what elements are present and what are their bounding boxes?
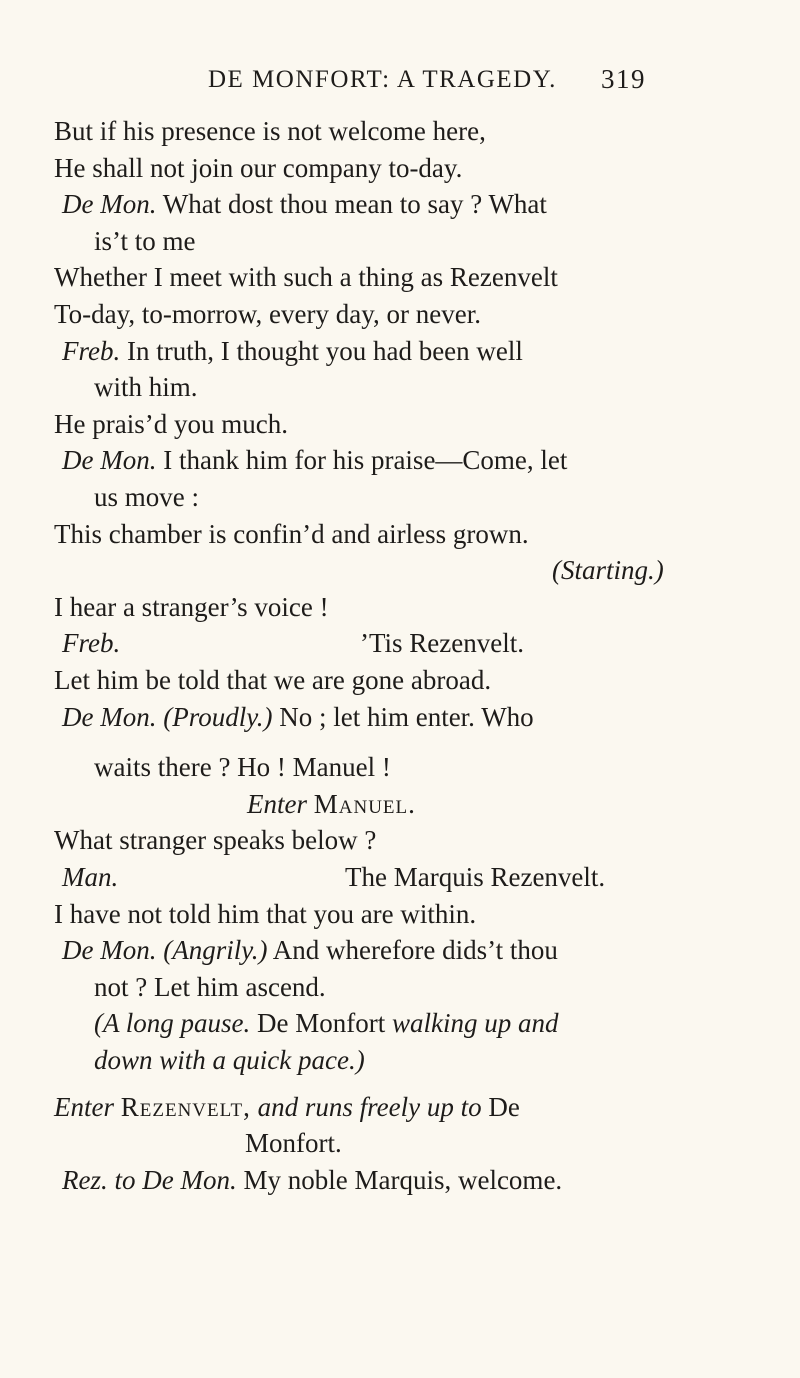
text-line: Whether I meet with such a thing as Rezenvelt bbox=[54, 262, 558, 293]
text-fragment: and runs freely up to bbox=[257, 1091, 482, 1122]
text-line: He shall not join our company to-day. bbox=[54, 152, 463, 183]
speaker-name: Rez. bbox=[62, 1164, 108, 1195]
text-line: I have not told him that you are within. bbox=[54, 898, 477, 929]
speaker-name: Freb. bbox=[62, 628, 121, 659]
running-title: DE MONFORT: A TRAGEDY. bbox=[208, 66, 557, 93]
speaker-name: Freb. bbox=[62, 335, 121, 366]
stage-direction: (Proudly.) bbox=[163, 701, 273, 732]
text-fragment: De bbox=[488, 1091, 520, 1122]
text-line: not ? Let him ascend. bbox=[94, 971, 326, 1002]
entrance-direction: Enter Manuel. bbox=[247, 788, 416, 819]
text-line: us move : bbox=[94, 482, 199, 512]
entrance-direction bbox=[54, 1091, 520, 1122]
speech-line bbox=[62, 630, 120, 657]
speech-text: ’Tis Rezenvelt. bbox=[360, 628, 524, 659]
speaker-name: De Mon. bbox=[62, 935, 157, 966]
text-line: This chamber is confin’d and airless grown. bbox=[54, 518, 529, 549]
text-line: What stranger speaks below ? bbox=[54, 825, 377, 856]
text-fragment: My noble Marquis, welcome. bbox=[243, 1164, 563, 1195]
stage-direction: (A long pause. De Monfort walking up and bbox=[94, 1008, 559, 1039]
text-line: But if his presence is not welcome here, bbox=[54, 116, 486, 146]
stage-direction: (Starting.) bbox=[552, 555, 664, 586]
speech-line bbox=[62, 864, 118, 891]
page-header bbox=[0, 62, 800, 102]
speaker-name: De Mon. bbox=[62, 189, 157, 220]
text-line: He prais’d you much. bbox=[54, 408, 288, 439]
speaker-name: De Mon. bbox=[62, 701, 157, 732]
speech-text: The Marquis Rezenvelt. bbox=[345, 862, 606, 892]
text-fragment: Monfort. bbox=[245, 1128, 342, 1159]
text-line: is’t to me bbox=[94, 225, 196, 256]
text-line: with him. bbox=[94, 372, 198, 403]
text-fragment: De Mon. bbox=[142, 1164, 237, 1195]
entrance-marker: Enter bbox=[54, 1091, 114, 1122]
text-line: waits there ? Ho ! Manuel ! bbox=[94, 752, 391, 783]
speech-line: Freb. In truth, I thought you had been well bbox=[62, 335, 523, 366]
speech-line: De Mon. (Proudly.) No ; let him enter. Who bbox=[62, 701, 534, 732]
stage-direction: down with a quick pace.) bbox=[94, 1045, 365, 1075]
text-line: I hear a stranger’s voice ! bbox=[54, 591, 329, 622]
speech-line: De Mon. I thank him for his praise—Come, let bbox=[62, 445, 568, 476]
character-name: Manuel. bbox=[313, 788, 416, 819]
stage-direction: (Angrily.) bbox=[163, 935, 268, 966]
entrance-direction bbox=[245, 1130, 342, 1157]
text-line: To-day, to-morrow, every day, or never. bbox=[54, 299, 481, 329]
text-line: Let him be told that we are gone abroad. bbox=[54, 665, 492, 695]
page-number: 319 bbox=[601, 64, 646, 94]
character-name: Rezenvelt, bbox=[120, 1091, 251, 1122]
text-fragment: to bbox=[114, 1164, 136, 1195]
speech-line bbox=[62, 1164, 563, 1195]
speech-line: De Mon. What dost thou mean to say ? What bbox=[62, 189, 547, 220]
speaker-name: De Mon. bbox=[62, 445, 157, 476]
speaker-name: Man. bbox=[62, 862, 119, 892]
speech-line: De Mon. (Angrily.) And wherefore dids’t thou bbox=[62, 935, 558, 966]
